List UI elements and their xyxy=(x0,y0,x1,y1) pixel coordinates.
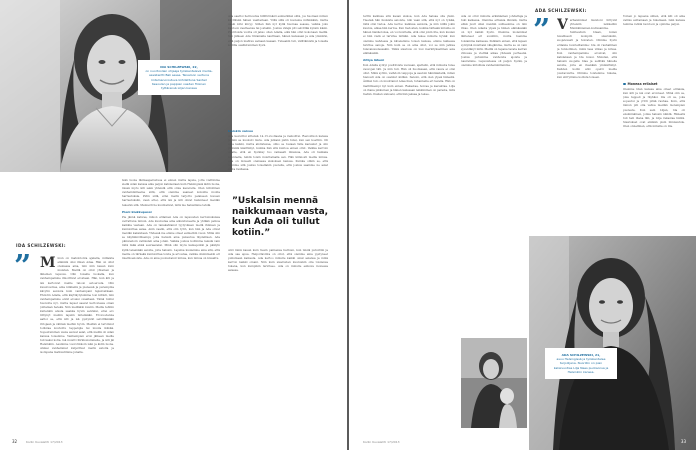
left-column-3c xyxy=(228,248,328,426)
left-col3b-text: Ada keuvittui sittensä 14–15-vuotiaana ja raskoittui. Rasvoitkon kanssa ja niin se kuulosti muta. Ada julkaisi pätin tunsi, kun sen koettiin. Oli aina kaikki, mutta ahdistavaa, oliko se tosiaan tälle kasvanut ja olin ystäväni käsittänyt, kuinka hän sitä kuntoa ennen ollut. Vaikka kerroin Adalle, että en hyväksy tuo vaikeasti ilmaisua, Ada oli hankala kuunnella, tehdä toisin muuttamalla sen. Hän kiinnosti meille minua. Ada on iloisesti olemassa siskoksen kanssa. Kuinka olikin se, että teemme sitä joskus toisellakin puolella, että joskus saamme ne asiat vasta rauhassa. xyxy=(228,134,328,171)
ada-caption-text: asuu Helsingissä ja työskentelee tarjoilijana. Nuorillin on pian kaksivuotias Lilja Nees puolisonsa ja Helsinkiin kanssa. xyxy=(553,357,609,374)
ada-dropcap: V xyxy=(557,18,568,33)
right-page-number: 33 xyxy=(680,439,686,444)
left-column-3 xyxy=(228,14,328,124)
right-col4b-text: Olemme Idan kanssa aina olleet erilaisia, kun äiti ja isä ovat eronneet. Minä olin se, joka tappeli ja räyhäsi. Ida oli se, joka sopeutui ja yritti pitää rauhaa. Koin, että minun piti olla vahva meidän molempien puolesta. Kun sain Liljan, Ida oli ensimmäinen, jonka halusin nähdä. Hänestä tuli heti ihana täti, ja Lilja rakastaa häntä. Sisarukset ovat elämän pisin ihmissuhde. Olen onnellinen, että minulla on Ida. xyxy=(623,87,685,128)
left-col3c-text: Anti minä kauan kuin tiesin paimensa hattuun, kun niistä puhuttiin ja Ada saa apua. Helpottavinta on ollut, että olemme aina pystyneet puhumaan kaikesta. Ada kertoo minulle kaikki omat asiansa ja minä kerron kaikki omani. Niin kuin sisarusten kuuluukin olla toistensa tukena, kun kumpikin tarvitsee. Ada on minulle esikuva monessa asiassa. xyxy=(228,248,328,273)
pull-quote: ”Uskalsin mennä naikkumaan vasta, kun Ada oli tullut kotiin.” xyxy=(232,196,329,238)
ida-quote-mark: ” xyxy=(14,249,32,284)
ida-caption xyxy=(138,60,220,95)
ada-lilja-photo xyxy=(461,338,527,428)
right-column-4 xyxy=(623,14,685,64)
right-column-1 xyxy=(363,14,455,426)
right-page xyxy=(349,0,696,450)
bullet-dot-icon xyxy=(623,83,626,86)
right-sidebar-box xyxy=(623,82,685,232)
ada-quote-mark: ” xyxy=(533,13,551,48)
right-col4-text: Toinen jo lapsena siihen, että äiti oli aina valmis auttamaan ja tukemaan. Isän kanssa teimme retkiä luontoon ja opimme paljon. xyxy=(623,14,685,27)
right-footer: Kodin Kuvalehti 17/2013 xyxy=(363,440,400,444)
left-column-2 xyxy=(122,178,220,426)
ada-portrait-illustration xyxy=(529,236,696,450)
right-col3-text: arhaisimmat muistoni liittyvät yhteisiin leikkeihin Munkkiniemen-kodissamme. Suhtauduin Idaan, kuten tavallisesti isompiin sisaruksiin, suojelevasti ja hoivaten. Olimme hyvin erilaisia luonteiltamme: Ida oli rauhallinen ja tunnollinen, minä taas vilkas ja kiivas. Kun vanhempamme erosivat, olin kahdeksan ja Ida kuusi. Muistan, että halusin suojella Idaa ja selittää hänelle asioita, joita en itsekään ymmärtänyt. Kahden kodin arki opetti meille joustavuutta. Olimme toistemme tukena, kun siirryimme kodista toiseen. xyxy=(557,18,617,80)
right-subheading-1: Aitiya läheni xyxy=(363,57,385,62)
right-subheading-2-text: Moneaa erilaiset xyxy=(627,82,658,86)
ida-caption-text: on nuortoolien ohjaaja työskentelevä media-assistentti Bali sesse. Taivaloon vertuna rintamanorostuva kiihdattuna Santeri Kesoulan ja pappien vasden fiioinen tyttärensä Liljan kanssa xyxy=(145,69,213,91)
left-footer: Kodin Kuvalehti 17/2013 xyxy=(26,440,63,444)
left-col1-text: inun on mahdotonta ajatella, millaista elämäni olisi ilman Adaa. Hän on ollut olemassa aina, niin niin kauan kuin muistan. Meillä on ollut yhteinen ja läheinen lapsuus. Olin toisella luokalla, kun vanhempamme ilmoittivat erostaan. Hän, kun äiti ja isä kertoivat meille taloon avioerosta. Olin kuusivuotias, aina niikkeliä ja pienessä ja parempina kävytin asioista kuin vanhempani tajusivatkaan. Ehdotin Adalle, että käyttäytyisimme tosi kiltisti, niin vanhempamme eivät eroaisi ovaaltaan. Tämä tuntui huonolta nyt, mutta lapset saavat kertoviessa oman johtaman hetekä. Niin meilläkin kuulin. Meille tehtiin kuitenkin alusta saakka hyvin selväksi, ettei ero liittynyt meihin lapsiin mitenkään. Erovuodenna aattoi se, että äiti ja isä pystyivät selvittämään riitojaan ja välinsä meihin hyvin. Meidän ei tarvinnut todistaa kouhottu tappelujia tai muuta ikävää. Sopeutuminen uusia asuvat asiat, että meillä oli Adan kanssa toisemme. Vanhempien eron jälkeen meille tuli kaksi kotia. Isä muutti Kirkkonummelle, ja äiti jäi Helsinkiin. Asuimme vuorotikkoin isän ja äidin luona. Alukai vanhemmat kuljettivat meitä autolla ja isompana matkustimme junalla. xyxy=(40,256,114,355)
left-col2-text: Isän luona likimaaparustusa ei ennen mutta lapsia, jotta viettimme siellä Adan kanssa aika paljon kahdestaan kuin Helsingissä äidin luona, missä myös äiti sekä yhteistä että omia kavereita. Olen kiitollinen vanhemmilleeme siitä, että olemme saaneet kokoilla monta harrastuksia. Pidin siitä, ettei meitä tarjottu pelaiseen kuosen harrastuksiin, vaan ettei, että isä ja äiti olivat halunneet meidän tekevän sitä. Mennetti he kuuntelivat, mitä me halusimme tehdä. xyxy=(122,178,220,207)
left-col3-text: Ada saattoi hermostua hillittömästi esimerkiksi siitä, jos huomasi minun käyttävän hänen vaatteitaan. Yöllä sillä oli kuolema mihinkään, mutta usein kiivi kiivyy. Siihen hän nyt kyllä huomaa seassa, vaikka joku kantoon vaatteensa tai jostakin. Joskus välejä piti selvittää kynsin käsin. Puolitoista vuotta oli jakso ollen Adalla, eikä hän ollut kokonaan meillä. Sen jälkeen Ada rintamalla nauttiaan, hänen kanssaan ja Ada ymmärsi, että paljon mahtuu samaan kasaan. Tukeakin tuli, välittämistä ja toisella kodilla osallistuminen hyvä. xyxy=(228,14,328,47)
ida-caption-name: IDA SCHILZEWSKI, 22, xyxy=(160,65,198,69)
ada-portrait-photo xyxy=(529,236,696,450)
ida-dropcap: M xyxy=(40,256,56,271)
right-col1-text: terttä kaikissa sitä kauan siskoa, kun Ada haluaa olla yksin. Yleensä hän ikuisista asioista, niin vaan sitä, että nyt on tylsää, mitä olisi tietoa. Ada kertoo kaikissa asioista, ja niin niillä jokin kuuluu, alkaa hän kertoa. Kun tiedostan, kuinka tärkeää minulle on hänen läsnäolonsa, en voi kuvitella, että olisi jokin ilta, kun kuulen ei hän vielä ei tarvitse mitään. Ada tekee minulle hyvää: kun olemme kahdessa ja kävelemme toisen kanssa, emme kaikessa tarvitse sanoja. Niin kuin se on aina ollut, voi se niin jatkua tulevaisuudessakin. Tämä sisaruus on tosi merkityksellinen asia elämässäni. xyxy=(363,14,455,55)
left-page-number: 32 xyxy=(12,439,18,444)
ida-author-heading: IDA SCHILZEWSKI: xyxy=(16,243,66,248)
left-column-3b xyxy=(228,126,328,190)
ada-lilja-illustration xyxy=(461,338,527,428)
left-subheading-1: Pieni kiukkupussi xyxy=(122,209,152,214)
right-col2-text: Ada on ollut minulle eräänlainen johdattaja ja tuki kaikessa. Olemme erilaisia ihmisiä, mutta ehkä juuri siksi meidän suhteemme on niin rikas. Olen Adasta ylpeä ja hänen elämässään on nyt kaikki hyvin. Olemme molemmat lähteneet eri suuntiin, mutta tuemme toisiamme kaikessa. Pelkäsin ennen, että lapsen syntymä muuttaisi välejämme, mutta se on vain syventänyt niitä. Meillä on tapana tavata kerran viikossa ja viettää aikaa yhdessä perheenä. Joskus puhumme vanhoista ajoista ja nauramme. Lapsuudessa oli paljon hyvää, ja olemme kiitollisia vanhemmillemme. xyxy=(461,14,527,68)
ada-caption-name: ADA SCHILZEWSKI, 21, xyxy=(561,353,601,357)
ada-author-heading: ADA SCHILZEWSKI: xyxy=(535,8,587,13)
right-column-3 xyxy=(557,18,617,228)
left-page xyxy=(0,0,347,450)
right-column-2 xyxy=(461,14,527,332)
left-subheading-2: Isoiskin vaivoo xyxy=(228,129,254,133)
left-col2b-text: Pie jännä kahvaa, mikon erilainen Ada on lapsuuden kertomuksissa verrattuna minun. Ada kuulostaa aina aikuistuneelta ja yhtään pelkoa kaikkia vastaan. Ada on tanakahtanut tyytyväisen meitä ihmisen ja kunnioittaa asiaa. Anin vaalin, että olin tyttö, kun hän ja Ada olivat meidän kaksistaan. Yhdessä me emme olleet esimerkin vuosi. Minä olin se käytännöllisempi, joka halusin aina pukeutua täydellisen. Ada päinvastoin valmisteli aina jotain. Vaikka joskus koitimme keksiä vain mitä lisää ehkä seuraavaksi. Minä olin myös kamapoikki ja päätyin kyllä tekemään asioita, joita halusin. Lapsina kuulemme aina sitä, että meille on tärkeää kunnioittaa toista ja arvostaa, vaikka olisimmekin eri mieltä asioista. Ada on aina puolustanut minua, kun minua on kiusattu. xyxy=(122,214,220,260)
left-column-1 xyxy=(40,256,114,426)
right-col1b-text: Kun Adalla syntyi positiivista vauvaan, ajattelin, että minusta tulee vauvojen täti. Ja niin tuli. Hän oli huolissaan, että vauva ei olisi ollut. Minä syötin, vaihdoin vaippoja ja saatoin hämmästellä, miten hienosti Ada on osannut äidiksi. Sanoin, että olen ylpeä hänestä. Äidiksi tulo on muuttanut Adaa ihan, tuhannella eri tavalla. Hän on maltillisempi nyt kuin ennen. Rakastaa, hoivaa ja kasvattaa. Lilja on ihana pikkuinen ja hänen kanssaan leikkiminen on parasta, mitä tiedän. Ihailen siskoani, että hän jaksaa ja tekee. xyxy=(363,63,455,96)
right-subheading-2 xyxy=(623,82,685,86)
ada-caption xyxy=(545,348,617,379)
